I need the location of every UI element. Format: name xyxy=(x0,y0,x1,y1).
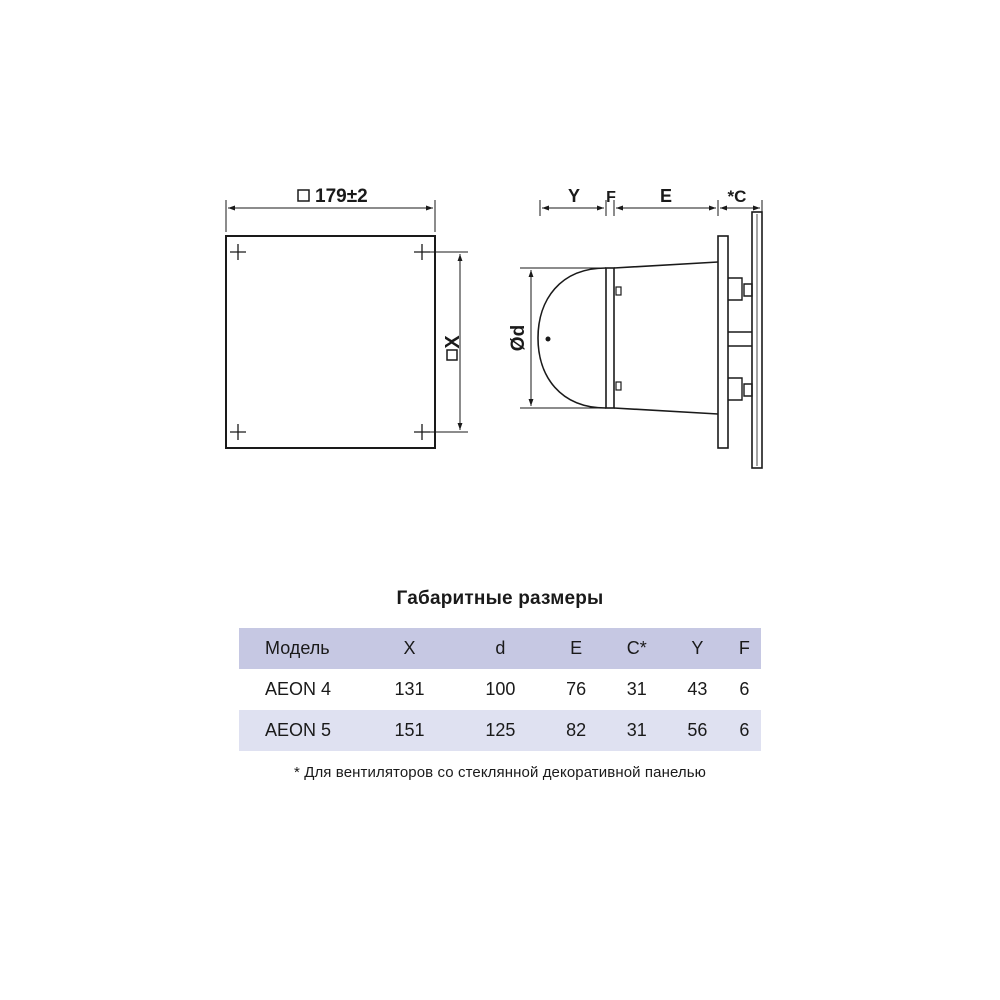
header-e: E xyxy=(570,638,583,658)
mounting-flange xyxy=(718,236,728,448)
header-y: Y xyxy=(691,638,704,658)
dim-c-label: *C xyxy=(727,187,747,206)
dim-f-label: F xyxy=(606,189,616,206)
cell-y: 43 xyxy=(687,679,708,699)
header-f: F xyxy=(738,638,750,658)
dimensions-table xyxy=(239,628,761,751)
side-view xyxy=(538,212,762,468)
cell-c: 31 xyxy=(626,679,647,699)
fan-collar xyxy=(606,268,614,408)
header-model: Модель xyxy=(265,638,330,658)
dim-y-label: Y xyxy=(567,186,581,206)
square-symbol-icon xyxy=(447,350,457,360)
panel-brackets xyxy=(728,278,752,400)
front-view xyxy=(226,190,468,448)
cell-c: 31 xyxy=(626,720,647,740)
height-label: X xyxy=(442,335,464,349)
table-row xyxy=(239,710,761,751)
dim-e-label: E xyxy=(659,186,673,206)
header-d: d xyxy=(495,638,506,658)
diameter-label: Ød xyxy=(508,324,529,352)
front-panel xyxy=(226,236,435,448)
side-dimensions xyxy=(520,200,762,408)
width-label: 179±2 xyxy=(315,186,368,207)
square-symbol-icon xyxy=(298,190,309,201)
cell-y: 56 xyxy=(687,720,708,740)
cell-f: 6 xyxy=(739,679,750,699)
table-footnote: * Для вентиляторов со стеклянной декоративной панелью xyxy=(293,764,707,781)
header-x: X xyxy=(403,638,416,658)
table-title: Габаритные размеры xyxy=(396,588,604,609)
table-header-row xyxy=(239,628,761,669)
cell-f: 6 xyxy=(739,720,750,740)
center-dot xyxy=(546,337,551,342)
cell-e: 76 xyxy=(566,679,587,699)
cell-d: 100 xyxy=(485,679,516,699)
mounting-hole-marks xyxy=(230,244,430,440)
header-c: C* xyxy=(626,638,647,658)
cell-e: 82 xyxy=(566,720,587,740)
fan-body xyxy=(614,262,718,414)
cell-x: 151 xyxy=(394,720,425,740)
cell-model: AEON 4 xyxy=(265,679,332,699)
cell-d: 125 xyxy=(485,720,516,740)
cell-model: AEON 5 xyxy=(265,720,332,740)
table-row xyxy=(239,669,761,710)
cell-x: 131 xyxy=(394,679,425,699)
